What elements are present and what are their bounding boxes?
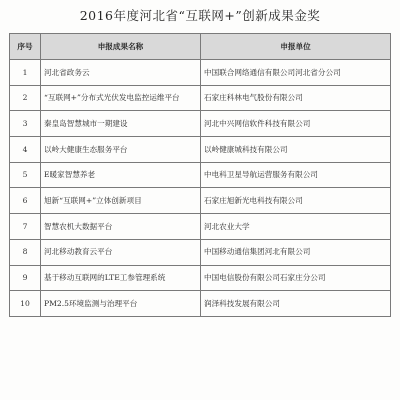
cell-serial-number: 5 <box>10 162 41 188</box>
cell-applicant-unit: 中国联合网络通信有限公司河北省分公司 <box>201 60 391 86</box>
table-row <box>10 239 391 265</box>
cell-serial-number: 3 <box>10 111 41 137</box>
cell-serial-number: 10 <box>10 291 41 317</box>
header-row <box>10 34 391 60</box>
cell-serial-number: 9 <box>10 265 41 291</box>
cell-serial-number: 1 <box>10 60 41 86</box>
cell-serial-number: 8 <box>10 239 41 265</box>
header-project-name: 申报成果名称 <box>41 34 201 60</box>
cell-applicant-unit: 中国移动通信集团河北有限公司 <box>201 239 391 265</box>
cell-applicant-unit: 中电科卫星导航运营服务有限公司 <box>201 162 391 188</box>
cell-applicant-unit: 石家庄旭新光电科技有限公司 <box>201 188 391 214</box>
cell-project-name: E暖家智慧养老 <box>41 162 201 188</box>
table-row <box>10 162 391 188</box>
table-header <box>10 34 391 60</box>
cell-serial-number: 6 <box>10 188 41 214</box>
header-applicant-unit: 申报单位 <box>201 34 391 60</box>
award-table <box>9 33 391 317</box>
cell-project-name: 河北移动教育云平台 <box>41 239 201 265</box>
cell-applicant-unit: 以岭健康城科技有限公司 <box>201 137 391 163</box>
header-serial-number: 序号 <box>10 34 41 60</box>
table-row <box>10 214 391 240</box>
table-row <box>10 137 391 163</box>
table-row <box>10 85 391 111</box>
cell-applicant-unit: 河北农业大学 <box>201 214 391 240</box>
cell-serial-number: 2 <box>10 85 41 111</box>
cell-project-name: “互联网+”分布式光伏发电监控运维平台 <box>41 85 201 111</box>
cell-applicant-unit: 中国电信股份有限公司石家庄分公司 <box>201 265 391 291</box>
cell-project-name: 以岭大健康生态服务平台 <box>41 137 201 163</box>
cell-serial-number: 4 <box>10 137 41 163</box>
cell-applicant-unit: 石家庄科林电气股份有限公司 <box>201 85 391 111</box>
table-row <box>10 188 391 214</box>
table-row <box>10 291 391 317</box>
cell-project-name: 智慧农机大数据平台 <box>41 214 201 240</box>
cell-project-name: 旭新“互联网+”立体创新项目 <box>41 188 201 214</box>
document-title: 2016年度河北省“互联网+”创新成果金奖 <box>79 8 321 23</box>
cell-applicant-unit: 河北中兴网信软件科技有限公司 <box>201 111 391 137</box>
table-body <box>10 60 391 317</box>
cell-project-name: 秦皇岛智慧城市一期建设 <box>41 111 201 137</box>
cell-applicant-unit: 润泽科技发展有限公司 <box>201 291 391 317</box>
cell-project-name: 基于移动互联网的LTE工参管理系统 <box>41 265 201 291</box>
table-row <box>10 265 391 291</box>
cell-project-name: PM2.5环境监测与治理平台 <box>41 291 201 317</box>
cell-serial-number: 7 <box>10 214 41 240</box>
table-row <box>10 60 391 86</box>
cell-project-name: 河北省政务云 <box>41 60 201 86</box>
table-row <box>10 111 391 137</box>
